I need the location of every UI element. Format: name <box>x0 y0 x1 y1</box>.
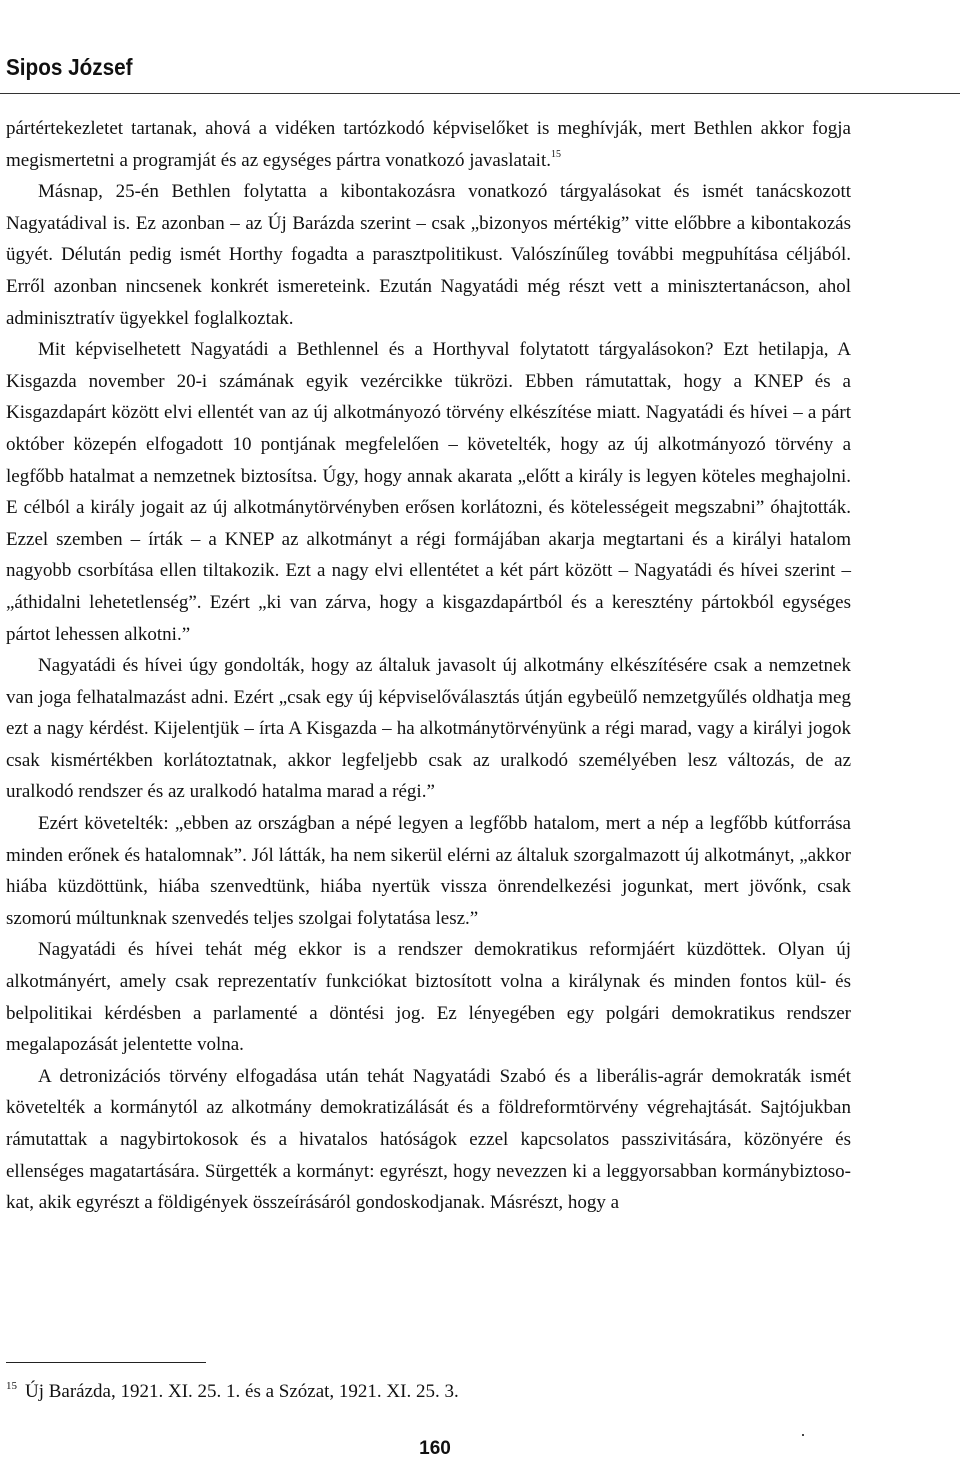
footnote-rule <box>6 1362 206 1363</box>
paragraph: Ezért követelték: „ebben az országban a népé legyen a legfőbb hatalom, mert a nép a legfőbb kútforrása minden erőnek és hatalomnak”. Jól látták, ha nem sikerül elérni az általuk szorgalmazott új alkotmányt, „akkor hiába küzdöttünk, hiába szenvedtünk, hiába nyertük vissza önrendelkezési jogunkat, mert jövőnk, csak szomorú múltunknak szenvedés teljes szolgai folytatása lesz.” <box>6 813 851 929</box>
print-speck <box>802 1434 804 1436</box>
body-text <box>6 113 851 1219</box>
paragraph-text: pártértekezletet tartanak, ahová a vidéken tartózkodó képviselőket is meghívják, mert Bethlen akkor fogja megismertetni a programját és az egységes pártra vonatkozó javaslatait. <box>6 118 851 171</box>
header-rule <box>0 93 960 94</box>
footnote-number: 15 <box>6 1380 17 1392</box>
footnote <box>6 1380 851 1404</box>
paragraph: Másnap, 25-én Bethlen folytatta a kibontakozásra vonatkozó tárgyalásokat és ismét tanácskozott Nagyatádival is. Ez azonban – az Új Barázda szerint – csak „bizonyos mértékig” vitte előbbre a kibontakozás ügyét. Délután pedig ismét Horthy fogadta a parasztpolitikust. Valószínűleg további megpuhítása céljából. Erről azonban nincsenek konkrét ismereteink. Ezután Nagyatádi még részt vett a minisztertanácson, ahol adminisztratív ügyekkel foglalkoztak. <box>6 181 851 329</box>
paragraph: Mit képviselhetett Nagyatádi a Bethlennel és a Horthyval folytatott tárgyalásokon? Ezt hetilapja, A Kisgazda november 20-i számának egyik vezércikke tükrözi. Ebben rámutattak, hogy a KNEP és a Kisgazdapárt között elvi ellentét van az új alkotmányozó törvény elkészítése miatt. Nagyatádi és hívei – a párt október közepén elfogadott 10 pontjának megfelelően – követelték, hogy az új alkotmányozó törvény a legfőbb hatalmat a nemzetnek biztosítsa. Úgy, hogy annak akarata „előtt a király is legyen köteles meghajolni. E célból a király jogait az új alkotmánytörvényben erősen korlátozni, és kötelességeit megszabni” óhajtották. Ezzel szemben – írták – a KNEP az alkotmányt a régi formájában akarja megtartani és a királyi hatalom nagyobb csorbítása ellen tiltakozik. Ezt a nagy elvi ellentétet a két párt között – Nagyatádi és hívei szerint – „áthidalni lehetetlenség”. Ezért „ki van zárva, hogy a kisgazdapártból és a keresztény pártokból egységes pártot lehessen alkotni.” <box>6 339 851 645</box>
footnote-text: Új Barázda, 1921. XI. 25. 1. és a Szózat, 1921. XI. 25. 3. <box>25 1381 459 1402</box>
paragraph: Nagyatádi és hívei úgy gondolták, hogy az általuk javasolt új alkotmány elkészítésére csak a nemzetnek van joga felhatalmazást adni. Ezért „csak egy új képviselőválasztás útján egybeülő nemzetgyűlés oldhatja meg ezt a nagy kérdést. Kijelentjük – írta A Kisgazda – ha alkotmánytörvényünk a régi marad, vagy a királyi jogok csak kismértékben korlátoztatnak, akkor legfeljebb csak az uralkodó személyében lesz változás, de az uralkodó rendszer és az uralkodó hatalma marad a régi.” <box>6 655 851 803</box>
running-header-author: Sipos József <box>6 54 133 80</box>
paragraph: A detronizációs törvény elfogadása után tehát Nagyatádi Szabó és a liberális-agrár demokraták ismét követelték a kormánytól az alkotmány demokratizálását és a földreformtörvény végrehajtását. Sajtójukban rámutattak a nagybirtokosok és a hivatalos hatóságok ezzel kapcsolatos passzivitására, közönyére és ellenséges magatartására. Sürgették a kormányt: egyrészt, hogy nevezzen ki a leggyorsabban kormánybiztosokat, akik egyrészt a földigények összeírásáról gondoskodjanak. Másrészt, hogy a <box>6 1065 851 1214</box>
paragraph <box>6 113 851 176</box>
page-number: 160 <box>419 1438 451 1459</box>
footnote-reference: 15 <box>550 148 561 160</box>
paragraph: Nagyatádi és hívei tehát még ekkor is a rendszer demokratikus reformjáért küzdöttek. Olyan új alkotmányért, amely csak reprezentatív funkciókat biztosított volna a királynak és minden fontos kül- és belpolitikai kérdésben a parlamenté a döntési jog. Ez lényegében egy polgári demokratikus rendszer megalapozását jelentette volna. <box>6 939 851 1056</box>
